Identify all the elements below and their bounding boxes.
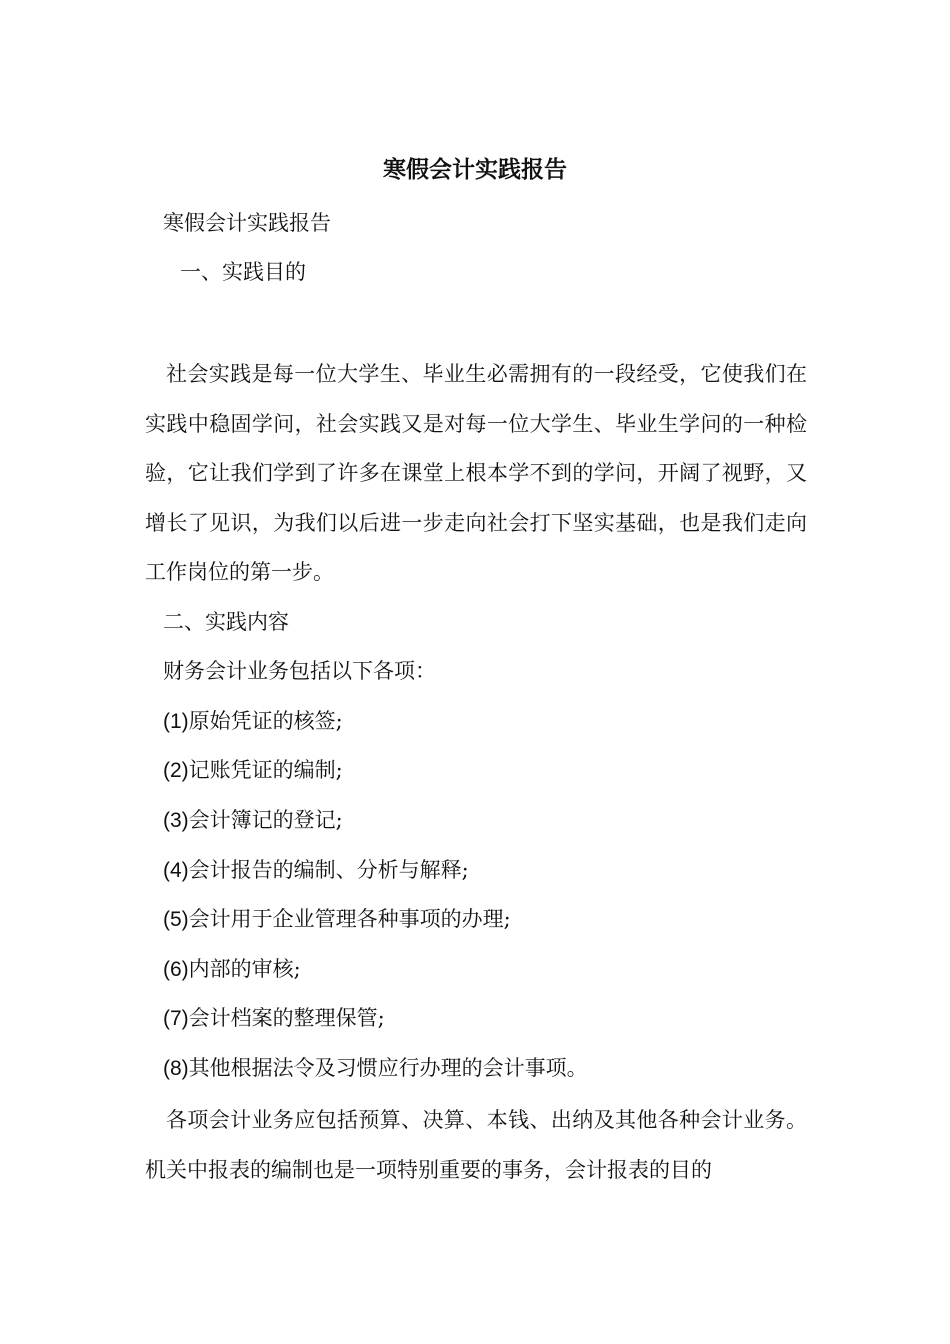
paragraph-closing: 各项会计业务应包括预算、决算、本钱、出纳及其他各种会计业务。机关中报表的编制也是一项特别重要的事务，会计报表的目的 bbox=[145, 1108, 807, 1182]
list-item-number: (6) bbox=[163, 958, 189, 981]
list-item-text: 原始凭证的核签; bbox=[188, 709, 343, 733]
section-heading-purpose: 一、实践目的 bbox=[180, 260, 306, 284]
list-item-number: (4) bbox=[163, 859, 189, 882]
document-subtitle: 寒假会计实践报告 bbox=[163, 211, 331, 235]
list-item-text: 会计档案的整理保管; bbox=[188, 1006, 385, 1030]
list-item-text: 会计报告的编制、分析与解释; bbox=[188, 858, 469, 882]
list-item-text: 会计用于企业管理各种事项的办理; bbox=[188, 907, 511, 931]
list-item-text: 会计簿记的登记; bbox=[188, 808, 343, 832]
list-item bbox=[163, 1048, 828, 1089]
list-item-text: 内部的审核; bbox=[188, 957, 301, 981]
paragraph-purpose: 社会实践是每一位大学生、毕业生必需拥有的一段经受，它使我们在实践中稳固学问，社会实践又是对每一位大学生、毕业生学问的一种检验，它让我们学到了许多在课堂上根本学不到的学问，开阔了视野，又增长了见识，为我们以后进一步走向社会打下坚实基础，也是我们走向工作岗位的第一步。 bbox=[145, 362, 807, 584]
document-title: 寒假会计实践报告 bbox=[383, 156, 567, 183]
list-item-number: (2) bbox=[163, 759, 189, 782]
list-item bbox=[163, 850, 828, 891]
list-item bbox=[163, 899, 828, 940]
list-item bbox=[163, 750, 828, 791]
list-item-number: (1) bbox=[163, 710, 189, 733]
list-item bbox=[163, 800, 828, 841]
list-item-number: (3) bbox=[163, 809, 189, 832]
list-item bbox=[163, 949, 828, 990]
list-item-number: (5) bbox=[163, 908, 189, 931]
list-item-text: 其他根据法令及习惯应行办理的会计事项。 bbox=[188, 1056, 588, 1080]
list-item-text: 记账凭证的编制; bbox=[188, 758, 343, 782]
list-item-number: (8) bbox=[163, 1057, 189, 1080]
section-heading-content: 二、实践内容 bbox=[163, 610, 289, 634]
content-intro: 财务会计业务包括以下各项： bbox=[163, 659, 436, 683]
list-item bbox=[163, 701, 828, 742]
list-item-number: (7) bbox=[163, 1007, 189, 1030]
list-item bbox=[163, 998, 828, 1039]
